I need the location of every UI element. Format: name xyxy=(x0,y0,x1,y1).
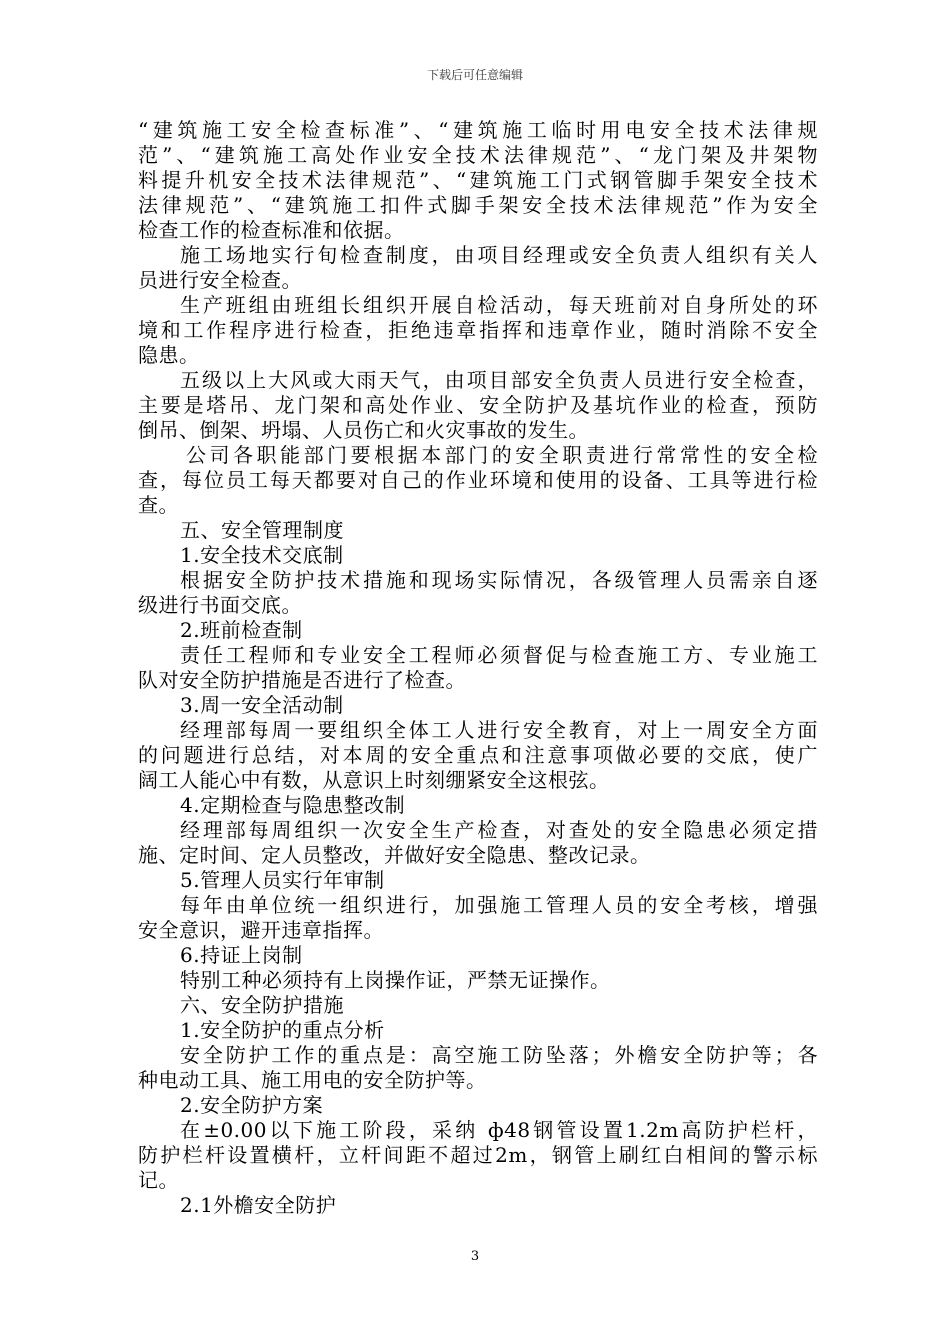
text-line: 责任工程师和专业安全工程师必须督促与检查施工方、专业施工 xyxy=(180,643,818,667)
text-line: 种电动工具、施工用电的安全防护等。 xyxy=(138,1068,487,1092)
text-line: 主要是塔吊、龙门架和高处作业、安全防护及基坑作业的检查，预防 xyxy=(138,393,818,417)
text-line: 根据安全防护技术措施和现场实际情况，各级管理人员需亲自逐 xyxy=(180,568,818,592)
text-line: 防护栏杆设置横杆，立杆间距不超过2m，钢管上刷红白相间的警示标 xyxy=(138,1143,818,1167)
section-heading: 五、安全管理制度 xyxy=(180,518,344,542)
text-line: 员进行安全检查。 xyxy=(138,268,302,292)
text-line: 境和工作程序进行检查，拒绝违章指挥和违章作业，随时消除不安全 xyxy=(138,318,818,342)
text-line: 检查工作的检查标准和依据。 xyxy=(138,218,405,242)
page-header: 下载后可任意编辑 xyxy=(426,68,523,82)
subsection-heading: 3.周一安全活动制 xyxy=(180,693,344,717)
subsection-heading: 1.安全技术交底制 xyxy=(180,543,344,567)
text-line: 查。 xyxy=(138,493,179,517)
text-line: 查，每位员工每天都要对自己的作业环境和使用的设备、工具等进行检 xyxy=(138,468,818,492)
text-line: 阔工人能心中有数，从意识上时刻绷紧安全这根弦。 xyxy=(138,768,610,792)
text-line: 的问题进行总结，对本周的安全重点和注意事项做必要的交底，使广 xyxy=(138,743,818,767)
text-line: 料提升机安全技术法律规范”、“建筑施工门式钢管脚手架安全技术 xyxy=(138,168,818,192)
text-line: 范”、“建筑施工高处作业安全技术法律规范”、“龙门架及井架物 xyxy=(138,143,818,167)
document-body xyxy=(138,118,818,1218)
text-line: 经理部每周一要组织全体工人进行安全教育，对上一周安全方面 xyxy=(180,718,818,742)
text-line: 经理部每周组织一次安全生产检查，对查处的安全隐患必须定措 xyxy=(180,818,818,842)
text-line: 每年由单位统一组织进行，加强施工管理人员的安全考核，增强 xyxy=(180,893,818,917)
text-line: 倒吊、倒架、坍塌、人员伤亡和火灾事故的发生。 xyxy=(138,418,589,442)
text-line: 特别工种必须持有上岗操作证，严禁无证操作。 xyxy=(180,968,611,992)
text-line: 安全意识，避开违章指挥。 xyxy=(138,918,384,942)
subsection-heading: 2.1外檐安全防护 xyxy=(180,1193,337,1217)
text-line: 施、定时间、定人员整改，并做好安全隐患、整改记录。 xyxy=(138,843,651,867)
subsection-heading: 5.管理人员实行年审制 xyxy=(180,868,385,892)
text-line: 隐患。 xyxy=(138,343,200,367)
text-line: 施工场地实行旬检查制度，由项目经理或安全负责人组织有关人 xyxy=(180,243,818,267)
text-line: 生产班组由班组长组织开展自检活动，每天班前对自身所处的环 xyxy=(180,293,818,317)
page-number: 3 xyxy=(470,1249,480,1264)
text-line: 法律规范”、“建筑施工扣件式脚手架安全技术法律规范”作为安全 xyxy=(138,193,818,217)
text-line: “建筑施工安全检查标准”、“建筑施工临时用电安全技术法律规 xyxy=(138,118,818,142)
text-line: 级进行书面交底。 xyxy=(138,593,302,617)
text-line: 公司各职能部门要根据本部门的安全职责进行常常性的安全检 xyxy=(186,443,818,467)
text-line: 记。 xyxy=(138,1168,179,1192)
text-line: 队对安全防护措施是否进行了检查。 xyxy=(138,668,466,692)
subsection-heading: 2.班前检查制 xyxy=(180,618,303,642)
subsection-heading: 2.安全防护方案 xyxy=(180,1093,324,1117)
text-line: 在±0.00以下施工阶段，采纳 ф48钢管设置1.2m高防护栏杆， xyxy=(180,1118,818,1142)
subsection-heading: 1.安全防护的重点分析 xyxy=(180,1018,385,1042)
subsection-heading: 6.持证上岗制 xyxy=(180,943,303,967)
subsection-heading: 4.定期检查与隐患整改制 xyxy=(180,793,406,817)
text-line: 安全防护工作的重点是：高空施工防坠落；外檐安全防护等；各 xyxy=(180,1043,818,1067)
text-line: 五级以上大风或大雨天气，由项目部安全负责人员进行安全检查， xyxy=(180,368,818,392)
section-heading: 六、安全防护措施 xyxy=(180,993,344,1017)
